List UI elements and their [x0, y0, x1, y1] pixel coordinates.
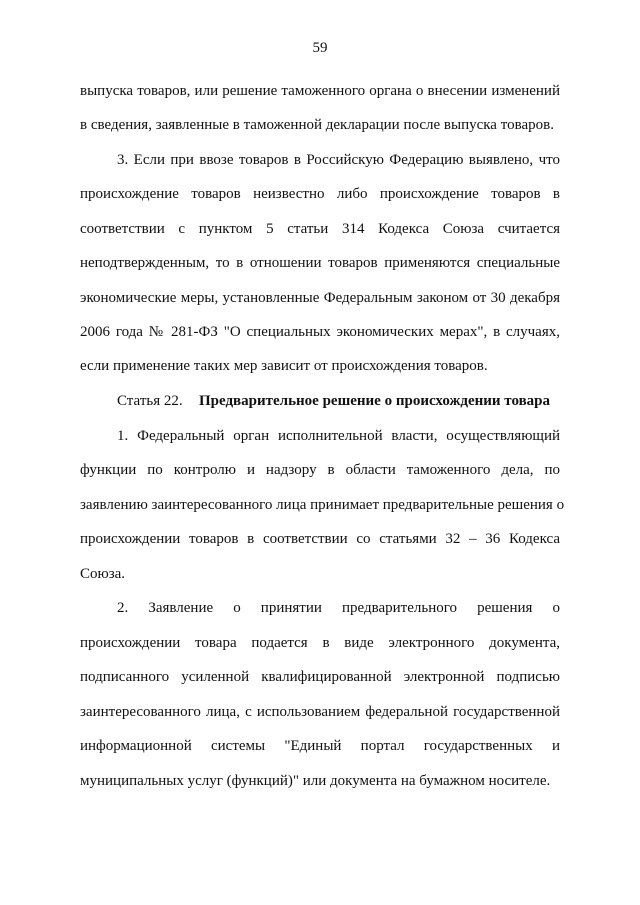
text-line: в сведения, заявленные в таможенной декларации после выпуска товаров.	[80, 117, 554, 133]
text-line: функции по контролю и надзору в области таможенного дела, по	[80, 462, 560, 478]
article-number: Статья 22.	[117, 393, 183, 409]
text-line: экономические меры, установленные Федеральным законом от 30 декабря	[80, 290, 560, 306]
text-line: выпуска товаров, или решение таможенного органа о внесении изменений	[80, 83, 560, 99]
text-line: информационной системы "Единый портал государственных и	[80, 738, 560, 754]
text-line: происхождении товаров в соответствии со статьями 32 – 36 Кодекса	[80, 531, 560, 547]
article-title: Предварительное решение о происхождении товара	[199, 393, 551, 409]
text-line: происхождении товара подается в виде электронного документа,	[80, 635, 560, 651]
text-line: если применение таких мер зависит от происхождения товаров.	[80, 358, 488, 374]
text-line: заявлению заинтересованного лица принимает предварительные решения о	[80, 497, 565, 513]
page-number: 59	[312, 40, 328, 56]
text-line: неподтвержденным, то в отношении товаров применяются специальные	[80, 255, 560, 271]
paragraph-2-start: 2. Заявление о принятии предварительного решения о	[117, 600, 560, 616]
text-line: 2006 года № 281-ФЗ "О специальных экономических мерах", в случаях,	[80, 324, 560, 340]
text-line: муниципальных услуг (функций)" или документа на бумажном носителе.	[80, 773, 551, 789]
paragraph-1-start: 1. Федеральный орган исполнительной власти, осуществляющий	[117, 428, 560, 444]
text-line: заинтересованного лица, с использованием федеральной государственной	[80, 704, 560, 720]
text-line: подписанного усиленной квалифицированной электронной подписью	[80, 669, 560, 685]
paragraph-3-start: 3. Если при ввозе товаров в Российскую Федерацию выявлено, что	[117, 152, 560, 168]
text-line: происхождение товаров неизвестно либо происхождение товаров в	[80, 186, 560, 202]
text-line: Союза.	[80, 566, 126, 582]
text-line: соответствии с пунктом 5 статьи 314 Кодекса Союза считается	[80, 221, 560, 237]
